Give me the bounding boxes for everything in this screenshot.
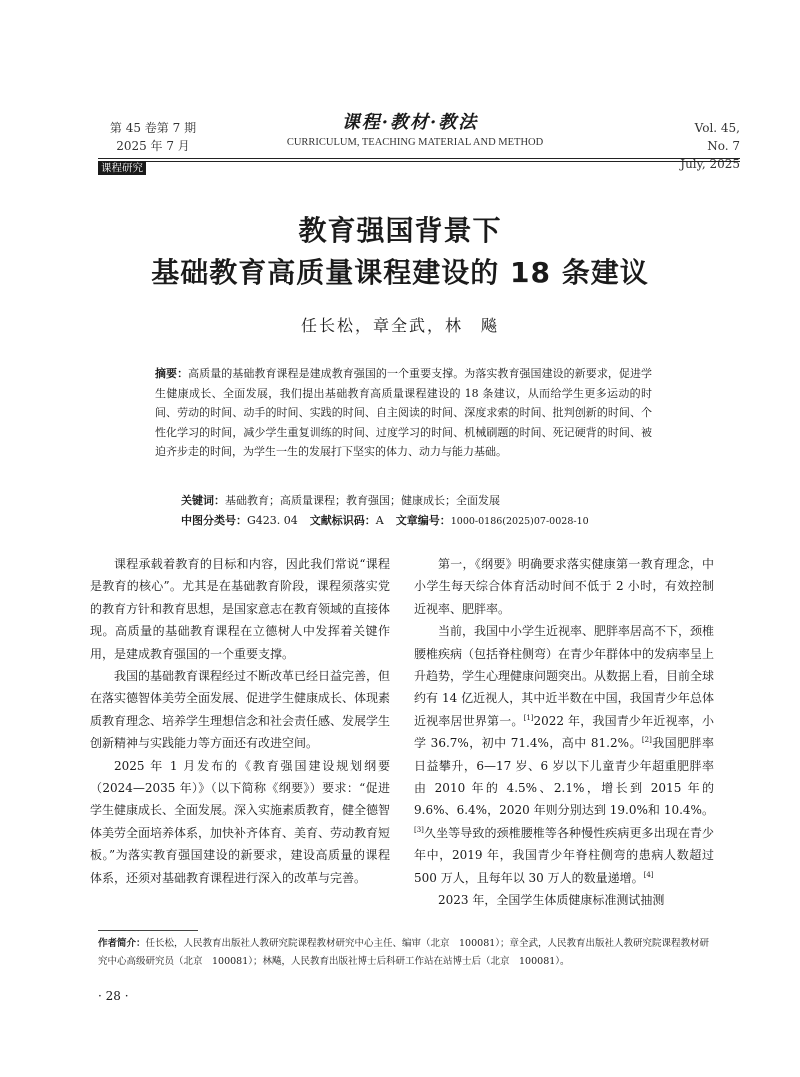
paragraph: 我国的基础教育课程经过不断改革已经日益完善，但在落实德智体美劳全面发展、促进学生健康成长、体现素质教育理念、培养学生理想信念和社会责任感、发展学生创新精神与实践能力等方面还有改进空间。	[90, 669, 391, 751]
clc-value: G423. 04	[247, 514, 298, 527]
article-title-line1: 教育强国背景下	[298, 214, 502, 247]
paragraph: 课程承载着教育的目标和内容，因此我们常说“课程是教育的核心”。尤其是在基础教育阶段，课程须落实党的教育方针和教育思想，是国家意志在教育领域的直接体现。高质量的基础教育课程在立德树人中发挥着关键作用，是建成教育强国的一个重要支撑。	[90, 557, 391, 661]
journal-title-en: CURRICULUM, TEACHING MATERIAL AND METHOD	[286, 137, 544, 148]
header-right	[676, 119, 740, 173]
header-rule-2	[98, 161, 740, 162]
header-rule	[98, 158, 740, 159]
page-number: · 28 ·	[98, 989, 129, 1003]
keywords-label: 关键词：	[181, 494, 225, 507]
header-left	[98, 119, 208, 155]
volume-issue-en: Vol. 45, No. 7	[694, 121, 740, 153]
footnote-text: 任长松，人民教育出版社人教研究院课程教材研究中心主任、编审（北京 100081）；章全武，人民教育出版社人教研究院课程教材研究中心高级研究员（北京 100081）；林飚，人民教育出版社博士后科研工作站在站博士后（北京 100081）。	[98, 938, 710, 967]
abstract-label: 摘要：	[155, 367, 189, 380]
citation-ref[interactable]: [3]	[414, 825, 424, 834]
paragraph: 2025 年 1 月发布的《教育强国建设规划纲要（2024—2035 年）》（以下简称《纲要》）要求：“促进学生健康成长、全面发展。深入实施素质教育，健全德智体美劳全面培养体系，加快补齐体育、美育、劳动教育短板。”为落实教育强国建设的新要求，建设高质量的课程体系，还须对基础教育课程进行深入的改革与完善。	[90, 758, 391, 885]
clc-label: 中图分类号：	[181, 514, 247, 527]
footnote-label: 作者简介：	[98, 938, 146, 949]
article-number-value: 1000-0186(2025)07-0028-10	[450, 516, 589, 527]
footnote-rule	[98, 930, 198, 931]
classification-line	[181, 512, 651, 531]
article-number-label: 文章编号：	[395, 514, 451, 527]
paragraph: 第一，《纲要》明确要求落实健康第一教育理念，中小学生每天综合体育活动时间不低于 2 小时，有效控制近视率、肥胖率。	[414, 557, 714, 616]
paragraph: 2023 年，全国学生体质健康标准测试抽测	[438, 893, 665, 908]
body-column-right	[414, 553, 714, 912]
doc-code-label: 文献标识码：	[309, 514, 376, 527]
author-footnote	[98, 935, 718, 971]
citation-ref[interactable]: [1]	[523, 713, 534, 722]
body-column-left	[90, 553, 390, 889]
article-title-line2: 基础教育高质量课程建设的 18 条建议	[151, 256, 649, 289]
doc-code-value: A	[375, 514, 384, 527]
citation-ref[interactable]: [4]	[643, 870, 654, 879]
abstract	[155, 364, 652, 462]
authors: 任长松，章全武，林 飚	[300, 316, 499, 335]
abstract-text: 高质量的基础教育课程是建成教育强国的一个重要支撑。为落实教育强国建设的新要求，促进学生健康成长、全面发展，我们提出基础教育高质量课程建设的 18 条建议，从而给学生更多运动的时间、劳动的时间、动手的时间、实践的时间、自主阅读的时间、深度求索的时间、批判创新的时间、个性化学习的时间，减少学生重复训练的时间、过度学习的时间、机械刷题的时间、死记硬背的时间、被迫齐步走的时间，为学生一生的发展打下坚实的体力、动力与能力基础。	[155, 367, 653, 458]
paragraph: 当前，我国中小学生近视率、肥胖率居高不下，颈椎腰椎疾病（包括脊柱侧弯）在青少年群体中的发病率呈上升趋势，学生心理健康问题突出。从数据上看，目前全球约有 14 亿近视人，其中近半数在中国，我国青少年总体近视率居世界第一。[1]2022 年，我国青少年近视率，小学 36.7%，初中 71.4%，高中 81.2%。[2]我国肥胖率日益攀升，6—17 岁、6 岁以下儿童青少年超重肥胖率由 2010 年的 4.5%、2.1%，增长到 2015 年的 9.6%、6.4%，2020 年则分别达到 19.0%和 10.4%。[3]久坐等导致的颈椎腰椎等各种慢性疾病更多出现在青少年中，2019 年，我国青少年脊柱侧弯的患病人数超过 500 万人，且每年以 30 万人的数量递增。[4]	[414, 624, 715, 885]
volume-issue: 第 45 卷第 7 期	[109, 121, 197, 135]
keywords	[181, 492, 651, 510]
publication-date: 2025 年 7 月	[116, 139, 190, 153]
keywords-text: 基础教育；高质量课程；教育强国；健康成长；全面发展	[225, 494, 500, 507]
journal-title-cn: 课程·教材·教法	[341, 112, 479, 133]
publication-date-en: July, 2025	[680, 157, 740, 171]
section-tag: 课程研究	[98, 161, 146, 175]
citation-ref[interactable]: [2]	[641, 736, 652, 745]
